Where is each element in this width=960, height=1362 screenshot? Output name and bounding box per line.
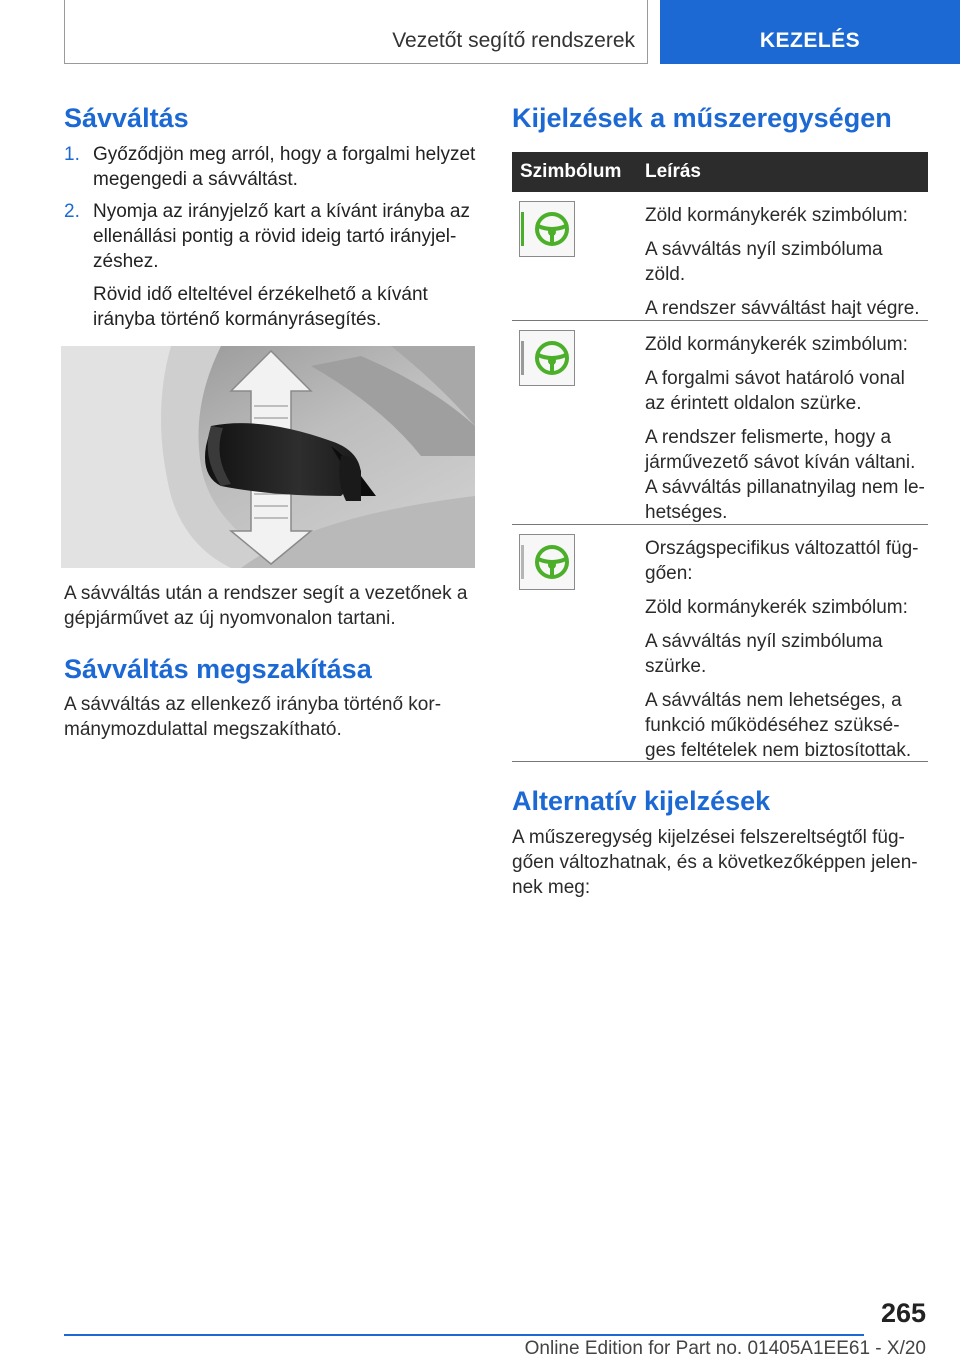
step-number: 1. — [64, 144, 80, 165]
symbol-cell — [519, 201, 575, 257]
lane-line-gray — [521, 341, 524, 375]
header-frame — [64, 0, 648, 64]
note-line: irányba történő kormányrásegítés. — [93, 309, 382, 330]
desc-line: A forgalmi sávot határoló vonal — [645, 368, 905, 389]
step-line: megengedi a sávváltást. — [93, 169, 298, 190]
step-1 — [64, 142, 476, 192]
table-row — [512, 321, 928, 525]
desc-line: Zöld kormánykerék szimbólum: — [645, 597, 908, 618]
footer-divider — [64, 1334, 864, 1336]
step-line: Nyomja az irányjelző kart a kívánt irányba az — [93, 201, 470, 222]
desc-line: gően: — [645, 563, 693, 584]
desc-line: A sávváltás nyíl szimbóluma — [645, 631, 883, 652]
step-line: zéshez. — [93, 251, 159, 272]
green-steering-wheel-icon — [520, 202, 574, 256]
footer-edition: Online Edition for Part no. 01405A1EE61 - X/20 — [524, 1338, 926, 1359]
desc-line: az érintett oldalon szürke. — [645, 393, 862, 414]
green-steering-wheel-icon — [520, 331, 574, 385]
desc-line: szürke. — [645, 656, 707, 677]
section2-text — [64, 692, 476, 742]
desc-line: A rendszer felismerte, hogy a — [645, 427, 892, 448]
desc-line: Zöld kormánykerék szimbólum: — [645, 334, 908, 355]
desc-line: A sávváltás pillanatnyilag nem le- — [645, 477, 925, 498]
step-line: Győződjön meg arról, hogy a forgalmi helyzet — [93, 144, 476, 165]
section-title-savvaltas: Sávváltás — [64, 103, 189, 133]
text-line: A sávváltás az ellenkező irányba történő kor- — [64, 694, 442, 715]
text-line: A műszeregység kijelzései felszereltségtől füg- — [512, 827, 905, 848]
header-title: Vezetőt segítő rendszerek — [392, 29, 635, 52]
turn-signal-stalk-illustration — [61, 346, 475, 568]
desc-line: ges feltételek nem biztosítottak. — [645, 740, 912, 761]
note-line: Rövid idő elteltével érzékelhető a kívánt — [93, 284, 428, 305]
desc-line: funkció működéséhez szüksé- — [645, 715, 900, 736]
description-cell — [645, 203, 928, 330]
section-title-kijelzesek: Kijelzések a műszeregységen — [512, 103, 892, 133]
step-2 — [64, 199, 476, 274]
lane-change-arrow-green — [521, 212, 524, 246]
desc-line: járművezető sávot kíván váltani. — [645, 452, 916, 473]
description-cell — [645, 332, 928, 534]
desc-line: zöld. — [645, 264, 686, 285]
symbol-cell — [519, 330, 575, 386]
page-number: 265 — [880, 1298, 926, 1328]
header-tab-label: KEZELÉS — [759, 29, 861, 52]
section-title-megszakitas: Sávváltás megszakítása — [64, 654, 372, 684]
description-cell — [645, 536, 928, 772]
table-header-description: Leírás — [645, 161, 701, 182]
desc-line: Országspecifikus változattól füg- — [645, 538, 919, 559]
text-line: nek meg: — [512, 877, 591, 898]
desc-line: A rendszer sávváltást hajt végre. — [645, 298, 920, 319]
green-steering-wheel-icon — [520, 535, 574, 589]
step-number: 2. — [64, 201, 80, 222]
lane-change-arrow-gray — [521, 545, 524, 579]
text-line: mánymozdulattal megszakítható. — [64, 719, 342, 740]
table-header — [512, 152, 928, 192]
desc-line: Zöld kormánykerék szimbólum: — [645, 205, 908, 226]
alt-text — [512, 825, 928, 900]
step-2-note — [64, 282, 476, 332]
symbol-cell — [519, 534, 575, 590]
desc-line: A sávváltás nem lehetséges, a — [645, 690, 902, 711]
header-tab — [660, 0, 960, 64]
section-title-alternativ: Alternatív kijelzések — [512, 786, 771, 816]
desc-line: A sávváltás nyíl szimbóluma — [645, 239, 883, 260]
table-row — [512, 192, 928, 321]
step-line: ellenállási pontig a rövid ideig tartó irányjel- — [93, 226, 457, 247]
table-header-symbol: Szimbólum — [520, 161, 622, 182]
text-line: gépjárművet az új nyomvonalon tartani. — [64, 608, 396, 629]
table-row — [512, 525, 928, 762]
text-line: gően változhatnak, és a következőképpen jelen- — [512, 852, 918, 873]
text-line: A sávváltás után a rendszer segít a vezetőnek a — [64, 583, 468, 604]
turn-signal-stalk-drawing — [61, 346, 475, 568]
after-image-text — [64, 581, 476, 631]
desc-line: hetséges. — [645, 502, 728, 523]
